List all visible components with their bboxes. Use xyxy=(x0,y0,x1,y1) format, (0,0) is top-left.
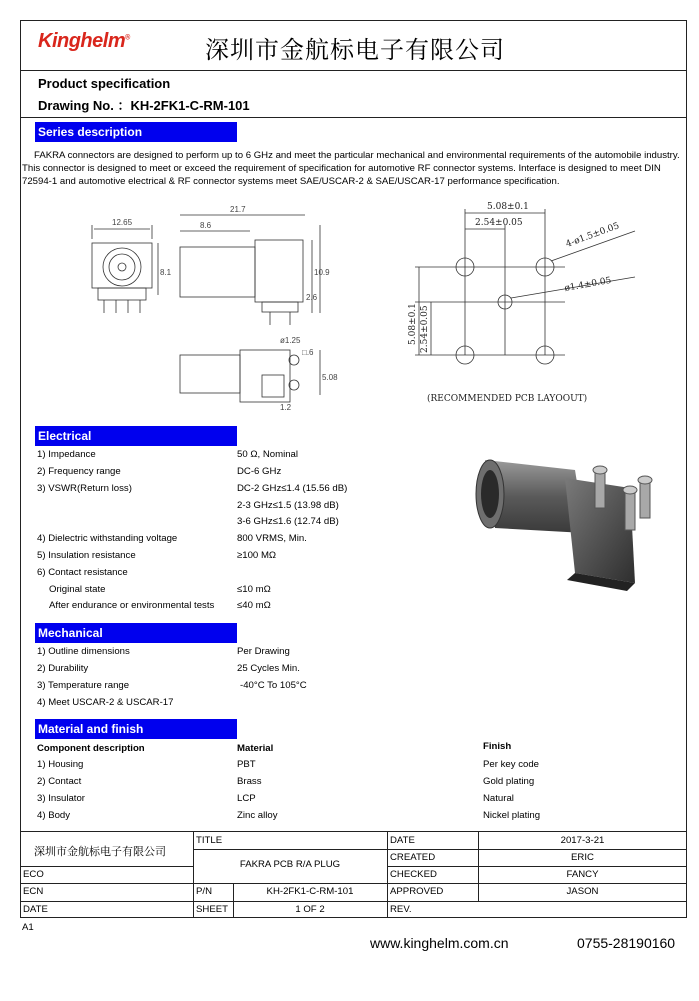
elec-value: 50 Ω, Nominal xyxy=(237,449,299,460)
pcb-dim-half: 2.54±0.05 xyxy=(475,218,523,228)
tb-title-value: FAKRA PCB R/A PLUG xyxy=(239,859,341,870)
dim-total-height: 10.9 xyxy=(314,268,330,277)
section-material: Material and finish xyxy=(35,719,237,739)
elec-value: 3-6 GHz≤1.6 (12.74 dB) xyxy=(237,516,339,527)
tb-title-label: TITLE xyxy=(196,835,223,846)
elec-label: 6) Contact resistance xyxy=(37,567,128,578)
tb-grid-line xyxy=(193,849,387,850)
mech-label: 4) Meet USCAR-2 & USCAR-17 xyxy=(37,697,174,708)
tb-grid-line xyxy=(387,832,388,918)
front-view-body xyxy=(92,243,152,288)
mech-label: 3) Temperature range xyxy=(37,680,130,691)
section-mechanical: Mechanical xyxy=(35,623,237,643)
tb-date-label: DATE xyxy=(23,904,48,915)
elec-value: DC-2 GHz≤1.4 (15.56 dB) xyxy=(237,483,348,494)
tb-sheet-value: 1 OF 2 xyxy=(295,904,325,915)
mech-value: 25 Cycles Min. xyxy=(237,663,300,674)
dim-pitch: 5.08 xyxy=(322,373,338,382)
elec-value: DC-6 GHz xyxy=(237,466,282,477)
material-header-finish: Finish xyxy=(483,741,512,752)
elec-value: ≤40 mΩ xyxy=(237,600,271,611)
material-material: Brass xyxy=(237,776,262,787)
tb-grid-line xyxy=(20,883,687,884)
tb-grid-line xyxy=(20,866,193,867)
tb-grid-line xyxy=(387,849,687,850)
dim-height: 8.1 xyxy=(160,268,172,277)
tb-rdate-label: DATE xyxy=(390,835,415,846)
tb-grid-line xyxy=(20,901,687,902)
pcb-dim-4holes: 4-ø1.5±0.05 xyxy=(564,221,621,250)
elec-value: ≥100 MΩ xyxy=(237,550,277,561)
elec-label: 4) Dielectric withstanding voltage xyxy=(37,533,178,544)
header-divider xyxy=(20,70,687,71)
mech-value: -40°C To 105°C xyxy=(240,680,307,691)
tb-checked-label: CHECKED xyxy=(390,869,437,880)
dim-square: □.6 xyxy=(302,348,314,357)
drawing-number: Drawing No. ：KH-2FK1-C-RM-101 xyxy=(38,98,250,113)
company-name: 深圳市金航标电子有限公司 xyxy=(205,36,505,64)
tb-grid-line xyxy=(193,832,194,918)
titleblock-divider xyxy=(20,831,687,832)
series-description: FAKRA connectors are designed to perform up to 6 GHz and meet the particular mechanical and environmental requirements of the automobile industry. This connector is designed to meet or exceed the requirement of specification for automotive RF connector systems. Interface is designed to meet DIN 72594-1 and automotive electrical & RF connector systems meet SAE/USCAR-2 & SAE/USCAR-17 performance specification. xyxy=(22,150,680,187)
material-component: 1) Housing xyxy=(37,759,84,770)
mech-value: Per Drawing xyxy=(237,646,290,657)
elec-label: After endurance or environmental tests xyxy=(49,600,215,611)
mech-label: 2) Durability xyxy=(37,663,89,674)
pcb-layout-drawing xyxy=(405,195,650,410)
tb-ecn: ECN xyxy=(23,886,44,897)
tb-checked-value: FANCY xyxy=(566,869,599,880)
tb-eco: ECO xyxy=(23,869,44,880)
tb-sheet-label: SHEET xyxy=(196,904,228,915)
website-link[interactable]: www.kinghelm.com.cn xyxy=(370,935,509,951)
connector-product-image xyxy=(455,448,670,593)
elec-label: Original state xyxy=(49,584,106,595)
pcb-dim-center: ø1.4±0.05 xyxy=(563,275,613,294)
material-finish: Natural xyxy=(483,793,514,804)
elec-label: 5) Insulation resistance xyxy=(37,550,136,561)
connector-drawing xyxy=(80,195,350,420)
dim-offset: 8.6 xyxy=(200,221,212,230)
spec-title: Product specification xyxy=(38,76,171,91)
tb-grid-line xyxy=(387,866,687,867)
material-finish: Nickel plating xyxy=(483,810,541,821)
paper-size: A1 xyxy=(22,922,34,933)
material-header-material: Material xyxy=(237,743,274,754)
side-view-body xyxy=(180,247,255,297)
elec-value: ≤10 mΩ xyxy=(237,584,271,595)
pcb-dim-vpitch: 5.08±0.1 xyxy=(408,303,418,345)
top-view-body xyxy=(180,355,240,393)
tb-approved-value: JASON xyxy=(566,886,599,897)
dim-pin-dia: ø1.25 xyxy=(280,336,301,345)
spec-divider xyxy=(20,117,687,118)
material-material: PBT xyxy=(237,759,256,770)
tb-rdate-value: 2017-3-21 xyxy=(560,835,605,846)
tb-pn-label: P/N xyxy=(196,886,212,897)
elec-value: 2-3 GHz≤1.5 (13.98 dB) xyxy=(237,500,339,511)
material-component: 2) Contact xyxy=(37,776,82,787)
material-component: 3) Insulator xyxy=(37,793,85,804)
section-series: Series description xyxy=(35,122,237,142)
dim-length: 21.7 xyxy=(230,205,246,214)
phone-number: 0755-28190160 xyxy=(577,935,676,951)
material-header-component: Component description xyxy=(37,743,145,754)
material-material: Zinc alloy xyxy=(237,810,278,821)
dim-spacing: 1.2 xyxy=(280,403,292,412)
tb-created-value: ERIC xyxy=(571,852,594,863)
kinghelm-logo: Kinghelm® xyxy=(38,30,130,52)
pcb-caption: (RECOMMENDED PCB LAYOOUT) xyxy=(427,394,588,404)
dim-width: 12.65 xyxy=(112,218,133,227)
tb-created-label: CREATED xyxy=(390,852,436,863)
tb-approved-label: APPROVED xyxy=(390,886,444,897)
tb-company: 深圳市金航标电子有限公司 xyxy=(34,845,166,858)
material-finish: Per key code xyxy=(483,759,539,770)
section-electrical: Electrical xyxy=(35,426,237,446)
pcb-dim-pitch: 5.08±0.1 xyxy=(487,202,529,212)
material-material: LCP xyxy=(237,793,256,804)
pcb-dim-vhalf: 2.54±0.05 xyxy=(420,305,430,353)
dim-pin: 2.6 xyxy=(306,293,318,302)
tb-rev-label: REV. xyxy=(390,904,412,915)
elec-label: 2) Frequency range xyxy=(37,466,121,477)
material-finish: Gold plating xyxy=(483,776,535,787)
elec-value: 800 VRMS, Min. xyxy=(237,533,307,544)
elec-label: 1) Impedance xyxy=(37,449,96,460)
tb-pn-value: KH-2FK1-C-RM-101 xyxy=(266,886,354,897)
mech-label: 1) Outline dimensions xyxy=(37,646,130,657)
elec-label: 3) VSWR(Return loss) xyxy=(37,483,132,494)
material-component: 4) Body xyxy=(37,810,71,821)
